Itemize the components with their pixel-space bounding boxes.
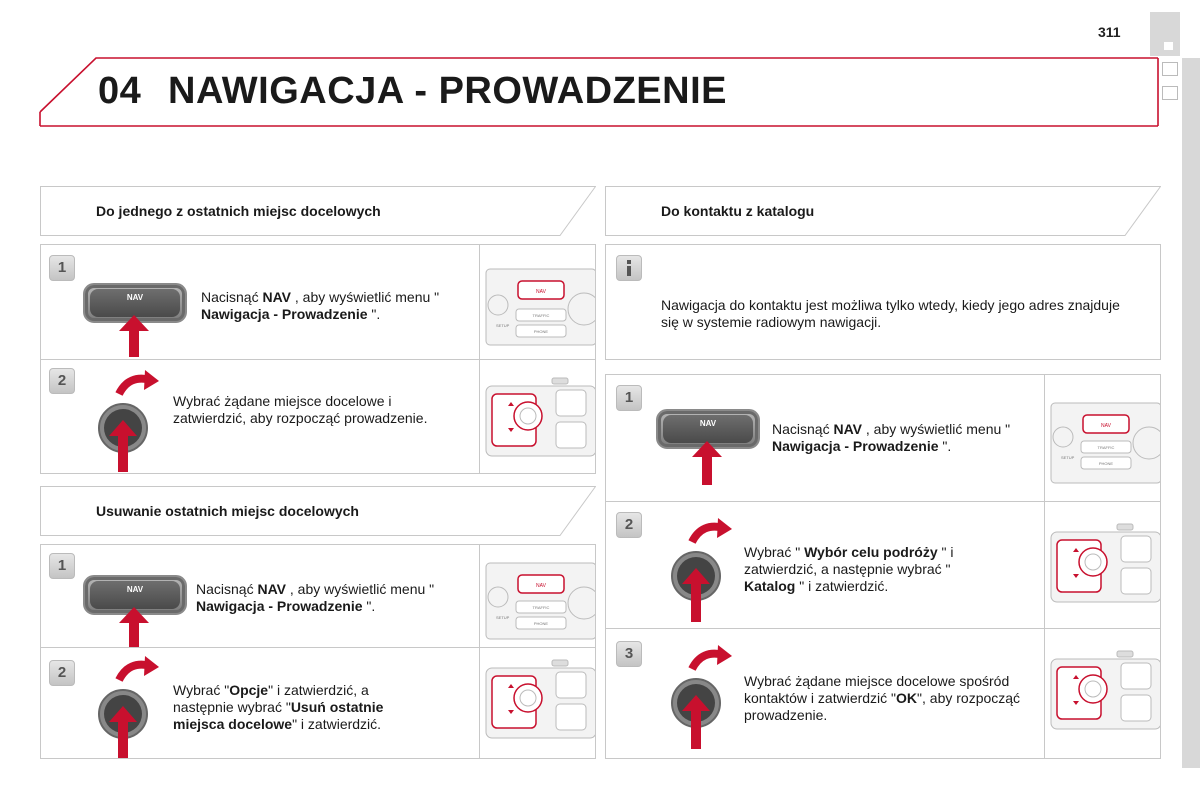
arrow-up-icon xyxy=(692,441,722,485)
info-icon xyxy=(616,255,642,281)
step-number-badge: 1 xyxy=(49,553,75,579)
nav-button-label: NAV xyxy=(126,293,144,302)
step-panel xyxy=(40,244,596,360)
console-setup-label: SETUP xyxy=(496,615,510,620)
console-nav-illustration xyxy=(479,245,595,359)
chapter-number: 04 xyxy=(98,70,142,112)
page-title: NAWIGACJA - PROWADZENIE xyxy=(168,70,727,112)
step-panel xyxy=(605,501,1161,629)
step-panel xyxy=(40,647,596,759)
nav-button-label: NAV xyxy=(699,419,717,428)
info-panel xyxy=(605,244,1161,360)
nav-button-label: NAV xyxy=(126,585,144,594)
step-text: Nacisnąć NAV , aby wyświetlić menu " Nawigacja - Prowadzenie ". xyxy=(201,289,440,322)
console-nav-label: NAV xyxy=(536,289,546,295)
console-knob-illustration xyxy=(479,360,595,473)
arrow-up-icon xyxy=(119,315,149,357)
console-setup-label: SETUP xyxy=(496,323,510,328)
console-traffic-label: TRAFFIC xyxy=(532,605,550,610)
section-title: Do kontaktu z katalogu xyxy=(661,203,815,219)
console-nav-label: NAV xyxy=(536,583,546,589)
console-phone-label: PHONE xyxy=(1098,461,1114,466)
rotary-knob-icon xyxy=(91,368,161,472)
side-bar xyxy=(1182,58,1200,768)
step-text: Wybrać "Opcje" i zatwierdzić, a następnie wybrać "Usuń ostatnie miejsca docelowe" i zatwierdzić. xyxy=(173,682,384,732)
section-header xyxy=(605,186,1161,236)
step-text: Wybrać " Wybór celu podróży " i zatwierdzić, a następnie wybrać " Katalog " i zatwierdzić. xyxy=(744,544,954,594)
step-panel xyxy=(40,544,596,648)
console-knob-illustration xyxy=(479,648,595,758)
step-panel xyxy=(40,359,596,474)
step-number-badge: 3 xyxy=(616,641,642,667)
console-phone-label: PHONE xyxy=(533,329,549,334)
section-header xyxy=(40,486,596,536)
step-number-badge: 1 xyxy=(49,255,75,281)
step-number-badge: 2 xyxy=(49,660,75,686)
console-knob-illustration xyxy=(1044,502,1160,628)
step-number-badge: 1 xyxy=(616,385,642,411)
step-text: Nacisnąć NAV , aby wyświetlić menu " Nawigacja - Prowadzenie ". xyxy=(196,581,435,614)
page-number: 311 xyxy=(1098,24,1121,40)
console-setup-label: SETUP xyxy=(1061,455,1075,460)
rotary-knob-icon xyxy=(91,656,161,758)
rotary-knob-icon xyxy=(664,643,736,749)
step-panel xyxy=(605,374,1161,502)
console-traffic-label: TRAFFIC xyxy=(1097,445,1115,450)
console-nav-illustration xyxy=(479,545,595,647)
arrow-up-icon xyxy=(119,607,149,647)
section-title: Do jednego z ostatnich miejsc docelowych xyxy=(96,203,381,219)
step-number-badge: 2 xyxy=(616,512,642,538)
step-text: Nacisnąć NAV , aby wyświetlić menu " Nawigacja - Prowadzenie ". xyxy=(772,421,1011,454)
step-panel xyxy=(605,628,1161,759)
rotary-knob-icon xyxy=(664,516,736,622)
console-nav-illustration xyxy=(1044,375,1160,501)
step-text: Wybrać żądane miejsce docelowe spośród kontaktów i zatwierdzić "OK", aby rozpocząć prowadzenie. xyxy=(744,673,1021,723)
console-nav-label: NAV xyxy=(1101,423,1111,429)
step-text: Wybrać żądane miejsce docelowe i zatwierdzić, aby rozpocząć prowadzenie. xyxy=(173,393,428,426)
info-text: Nawigacja do kontaktu jest możliwa tylko wtedy, kiedy jego adres znajduje się w systemie radiowym nawigacji. xyxy=(661,297,1120,330)
console-traffic-label: TRAFFIC xyxy=(532,313,550,318)
console-knob-illustration xyxy=(1044,629,1160,758)
console-phone-label: PHONE xyxy=(533,621,549,626)
section-title: Usuwanie ostatnich miejsc docelowych xyxy=(96,503,359,519)
section-header xyxy=(40,186,596,236)
step-number-badge: 2 xyxy=(49,368,75,394)
